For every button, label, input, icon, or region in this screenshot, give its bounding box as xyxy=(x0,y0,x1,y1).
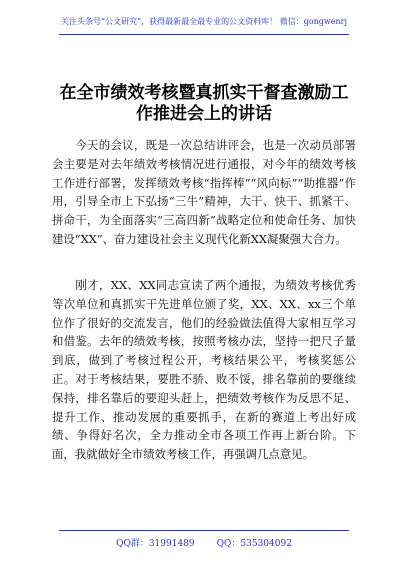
header-banner-text: 关注头条号“公文研究”，获得最新最全最专业的公文资料库！ 微信：gongwenrj xyxy=(61,17,347,26)
header-banner xyxy=(59,12,349,35)
paragraph-text: 刚才，XX、XX同志宣读了两个通报，为绩效考核优秀等次单位和真抓实干先进单位颁了奖，XX、XX、xx三个单位作了很好的交流发言，他们的经验做法值得大家相互学习和借鉴。去年的绩效考核，按照考核办法，坚持一把尺子量到底，做到了考核过程公开，考核结果公平，考核奖惩公正。对于考核结果，要胜不骄、败不馁，排名靠前的要继续保持，排名靠后的要迎头赶上，把绩效考核作为反思不足、提升工作、推动发展的重要抓手，在新的赛道上考出好成绩、争得好名次，全力推动全市各项工作再上新台阶。下面，我就做好全市绩效考核工作，再强调几点意见。 xyxy=(52,278,356,462)
paragraph xyxy=(52,276,356,464)
footer-banner xyxy=(59,530,349,557)
footer-banner-text xyxy=(59,538,349,550)
paragraph-text: 今天的会议，既是一次总结讲评会，也是一次动员部署会主要是对去年绩效考核情况进行通报，对今年的绩效考核工作进行部署，发挥绩效考核“指挥棒”“风向标”“助推器”作用，引导全市上下弘扬“三牛”精神，大干、快干、抓紧干、拼命干，为全面落实“三高四新”战略定位和使命任务、加快建设“XX”、奋力建设社会主义现代化新XX凝聚强大合力。 xyxy=(52,138,356,246)
qq-number: QQ：535304092 xyxy=(216,539,292,549)
qq-group-number: QQ群：31991489 xyxy=(116,539,195,549)
document-title: 在全市绩效考核暨真抓实干督查激励工作推进会上的讲话 xyxy=(59,83,349,124)
paragraph xyxy=(52,136,356,249)
